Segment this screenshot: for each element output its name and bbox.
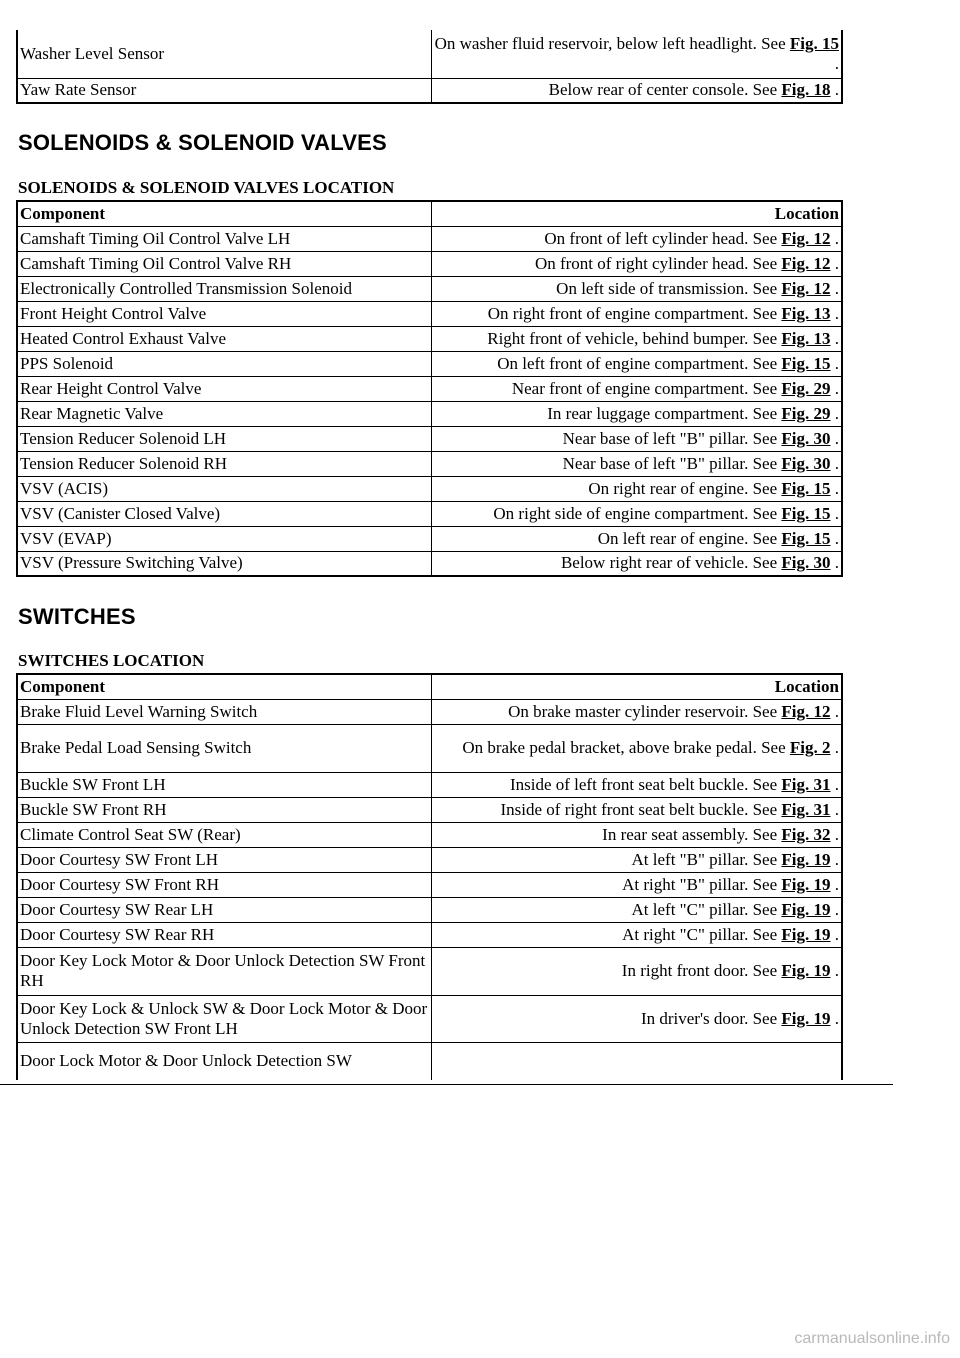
component-cell: Door Key Lock Motor & Door Unlock Detection SW Front RH [17, 947, 432, 995]
figure-link[interactable]: Fig. 19 [781, 961, 831, 980]
table-row [17, 922, 842, 947]
location-text: On right rear of engine. See [588, 478, 782, 498]
location-tail: . [830, 924, 839, 944]
column-header-component: Component [17, 201, 432, 226]
location-text: Near front of engine compartment. See [511, 378, 782, 398]
section-heading-solenoids: SOLENOIDS & SOLENOID VALVES [18, 130, 387, 155]
location-tail: . [830, 961, 839, 980]
table-row [17, 30, 842, 78]
figure-link[interactable]: Fig. 12 [781, 701, 831, 721]
table-row [17, 526, 842, 551]
figure-link[interactable]: Fig. 31 [781, 799, 831, 819]
location-tail: . [830, 849, 839, 869]
figure-link[interactable]: Fig. 15 [789, 33, 839, 53]
location-text: In driver's door. See [640, 1008, 782, 1028]
watermark-text: carmanualsonline.info [794, 1330, 950, 1347]
table-row [17, 724, 842, 772]
table-row [17, 226, 842, 251]
location-cell [432, 501, 843, 526]
location-cell [432, 376, 843, 401]
component-cell: Camshaft Timing Oil Control Valve LH [17, 226, 432, 251]
location-cell [432, 401, 843, 426]
location-cell [432, 476, 843, 501]
component-cell: VSV (Canister Closed Valve) [17, 501, 432, 526]
location-text: On front of right cylinder head. See [534, 253, 782, 273]
table-row [17, 301, 842, 326]
location-tail: . [830, 824, 839, 844]
figure-link[interactable]: Fig. 32 [781, 824, 831, 844]
location-cell [432, 699, 843, 724]
location-tail: . [830, 503, 839, 523]
table-row [17, 276, 842, 301]
table-row [17, 451, 842, 476]
figure-link[interactable]: Fig. 30 [781, 453, 831, 473]
figure-link[interactable]: Fig. 13 [781, 303, 831, 323]
location-cell [432, 897, 843, 922]
location-cell [432, 30, 843, 78]
location-tail: . [830, 303, 839, 323]
location-tail: . [830, 738, 839, 757]
component-cell: Camshaft Timing Oil Control Valve RH [17, 251, 432, 276]
table-title-switches: SWITCHES LOCATION [18, 651, 205, 670]
location-tail: . [830, 253, 839, 273]
table-row [17, 78, 842, 103]
component-cell: Rear Height Control Valve [17, 376, 432, 401]
table-row [17, 822, 842, 847]
location-cell [432, 1042, 843, 1080]
table-header-row [17, 674, 842, 699]
location-tail: . [830, 478, 839, 498]
figure-link[interactable]: Fig. 15 [781, 528, 831, 548]
figure-link[interactable]: Fig. 31 [781, 774, 831, 794]
component-cell: Door Lock Motor & Door Unlock Detection SW [17, 1042, 432, 1080]
figure-link[interactable]: Fig. 19 [781, 874, 831, 894]
location-tail: . [830, 353, 839, 373]
figure-link[interactable]: Fig. 12 [781, 228, 831, 248]
component-cell: Front Height Control Valve [17, 301, 432, 326]
location-tail: . [830, 899, 839, 919]
location-text: Below right rear of vehicle. See [560, 553, 782, 573]
location-cell [432, 226, 843, 251]
location-text: Right front of vehicle, behind bumper. See [487, 328, 782, 348]
location-cell [432, 276, 843, 301]
table-row [17, 501, 842, 526]
location-text: On right side of engine compartment. See [493, 503, 782, 523]
location-text: On left front of engine compartment. See [497, 353, 782, 373]
table-row [17, 772, 842, 797]
component-cell: Rear Magnetic Valve [17, 401, 432, 426]
solenoids-table [16, 200, 843, 577]
table-row [17, 351, 842, 376]
component-cell: VSV (EVAP) [17, 526, 432, 551]
component-cell: VSV (ACIS) [17, 476, 432, 501]
location-text: On brake master cylinder reservoir. See [508, 701, 782, 721]
figure-link[interactable]: Fig. 15 [781, 503, 831, 523]
component-cell: Brake Pedal Load Sensing Switch [17, 724, 432, 772]
table-row [17, 1042, 842, 1080]
location-cell [432, 822, 843, 847]
location-tail: . [830, 80, 839, 100]
table-row [17, 551, 842, 576]
location-text: Inside of left front seat belt buckle. See [509, 774, 782, 794]
section-heading-switches: SWITCHES [18, 604, 136, 629]
location-cell [432, 301, 843, 326]
figure-link[interactable]: Fig. 18 [781, 80, 831, 100]
location-cell [432, 797, 843, 822]
figure-link[interactable]: Fig. 15 [781, 478, 831, 498]
figure-link[interactable]: Fig. 30 [781, 428, 831, 448]
table-row [17, 847, 842, 872]
location-tail: . [830, 701, 839, 721]
column-header-component: Component [17, 674, 432, 699]
component-cell: Heated Control Exhaust Valve [17, 326, 432, 351]
location-cell [432, 872, 843, 897]
location-cell [432, 922, 843, 947]
location-cell [432, 724, 843, 772]
table-row [17, 699, 842, 724]
page-bottom-rule [0, 1084, 893, 1085]
table-row [17, 897, 842, 922]
location-cell [432, 78, 843, 103]
location-cell [432, 426, 843, 451]
component-cell: PPS Solenoid [17, 351, 432, 376]
component-cell: VSV (Pressure Switching Valve) [17, 551, 432, 576]
table-row [17, 426, 842, 451]
column-header-location: Location [432, 674, 843, 699]
table-row [17, 401, 842, 426]
figure-link[interactable]: Fig. 2 [789, 738, 831, 757]
location-tail: . [830, 799, 839, 819]
figure-link[interactable]: Fig. 30 [781, 553, 831, 573]
location-text: On washer fluid reservoir, below left headlight. See [434, 33, 790, 53]
location-cell [432, 947, 843, 995]
location-text: On front of left cylinder head. See [544, 228, 782, 248]
figure-link[interactable]: Fig. 12 [781, 253, 831, 273]
component-cell: Tension Reducer Solenoid RH [17, 451, 432, 476]
component-cell: Washer Level Sensor [17, 30, 432, 78]
table-row [17, 376, 842, 401]
location-tail: . [830, 428, 839, 448]
figure-link[interactable]: Fig. 15 [781, 353, 831, 373]
component-cell: Buckle SW Front LH [17, 772, 432, 797]
location-cell [432, 551, 843, 576]
component-cell: Door Courtesy SW Front RH [17, 872, 432, 897]
location-tail: . [830, 328, 839, 348]
location-cell [432, 251, 843, 276]
location-text: At right "C" pillar. See [622, 924, 782, 944]
component-cell: Door Courtesy SW Rear RH [17, 922, 432, 947]
component-cell: Buckle SW Front RH [17, 797, 432, 822]
location-tail: . [834, 53, 839, 73]
location-tail: . [830, 774, 839, 794]
location-tail: . [830, 1008, 839, 1028]
location-text: On left rear of engine. See [597, 528, 782, 548]
switches-table [16, 673, 843, 1080]
location-text: Below rear of center console. See [548, 80, 782, 100]
component-cell: Electronically Controlled Transmission Solenoid [17, 276, 432, 301]
component-cell: Climate Control Seat SW (Rear) [17, 822, 432, 847]
location-cell [432, 526, 843, 551]
figure-link[interactable]: Fig. 29 [781, 403, 831, 423]
figure-link[interactable]: Fig. 12 [781, 278, 831, 298]
location-tail: . [830, 453, 839, 473]
location-cell [432, 772, 843, 797]
location-text: Inside of right front seat belt buckle. See [500, 799, 782, 819]
component-cell: Yaw Rate Sensor [17, 78, 432, 103]
location-tail: . [830, 378, 839, 398]
component-cell: Door Courtesy SW Rear LH [17, 897, 432, 922]
location-text: At left "B" pillar. See [631, 849, 782, 869]
location-text: In right front door. See [621, 961, 782, 980]
location-text: On brake pedal bracket, above brake pedal. See [462, 738, 790, 757]
table-row [17, 797, 842, 822]
location-cell [432, 326, 843, 351]
location-cell [432, 451, 843, 476]
location-text: Near base of left "B" pillar. See [562, 453, 782, 473]
figure-link[interactable]: Fig. 19 [781, 1008, 831, 1028]
figure-link[interactable]: Fig. 29 [781, 378, 831, 398]
figure-link[interactable]: Fig. 19 [781, 924, 831, 944]
location-tail: . [830, 553, 839, 573]
table-row [17, 947, 842, 995]
component-cell: Door Courtesy SW Front LH [17, 847, 432, 872]
location-text: At left "C" pillar. See [631, 899, 782, 919]
table-row [17, 872, 842, 897]
figure-link[interactable]: Fig. 13 [781, 328, 831, 348]
location-text: On left side of transmission. See [556, 278, 782, 298]
location-tail: . [830, 403, 839, 423]
location-text: At right "B" pillar. See [622, 874, 782, 894]
location-cell [432, 995, 843, 1042]
location-tail: . [830, 528, 839, 548]
location-cell [432, 351, 843, 376]
table-title-solenoids: SOLENOIDS & SOLENOID VALVES LOCATION [18, 178, 395, 197]
location-tail: . [830, 228, 839, 248]
location-tail: . [830, 874, 839, 894]
figure-link[interactable]: Fig. 19 [781, 849, 831, 869]
location-text: In rear seat assembly. See [602, 824, 782, 844]
component-cell: Door Key Lock & Unlock SW & Door Lock Motor & Door Unlock Detection SW Front LH [17, 995, 432, 1042]
location-tail: . [830, 278, 839, 298]
table-row [17, 995, 842, 1042]
table-row [17, 251, 842, 276]
column-header-location: Location [432, 201, 843, 226]
component-cell: Brake Fluid Level Warning Switch [17, 699, 432, 724]
location-text: In rear luggage compartment. See [547, 403, 782, 423]
component-cell: Tension Reducer Solenoid LH [17, 426, 432, 451]
table-row [17, 476, 842, 501]
table-header-row [17, 201, 842, 226]
table-row [17, 326, 842, 351]
location-text: On right front of engine compartment. See [487, 303, 782, 323]
location-text: Near base of left "B" pillar. See [562, 428, 782, 448]
location-cell [432, 847, 843, 872]
figure-link[interactable]: Fig. 19 [781, 899, 831, 919]
top-continuation-table [16, 30, 843, 104]
